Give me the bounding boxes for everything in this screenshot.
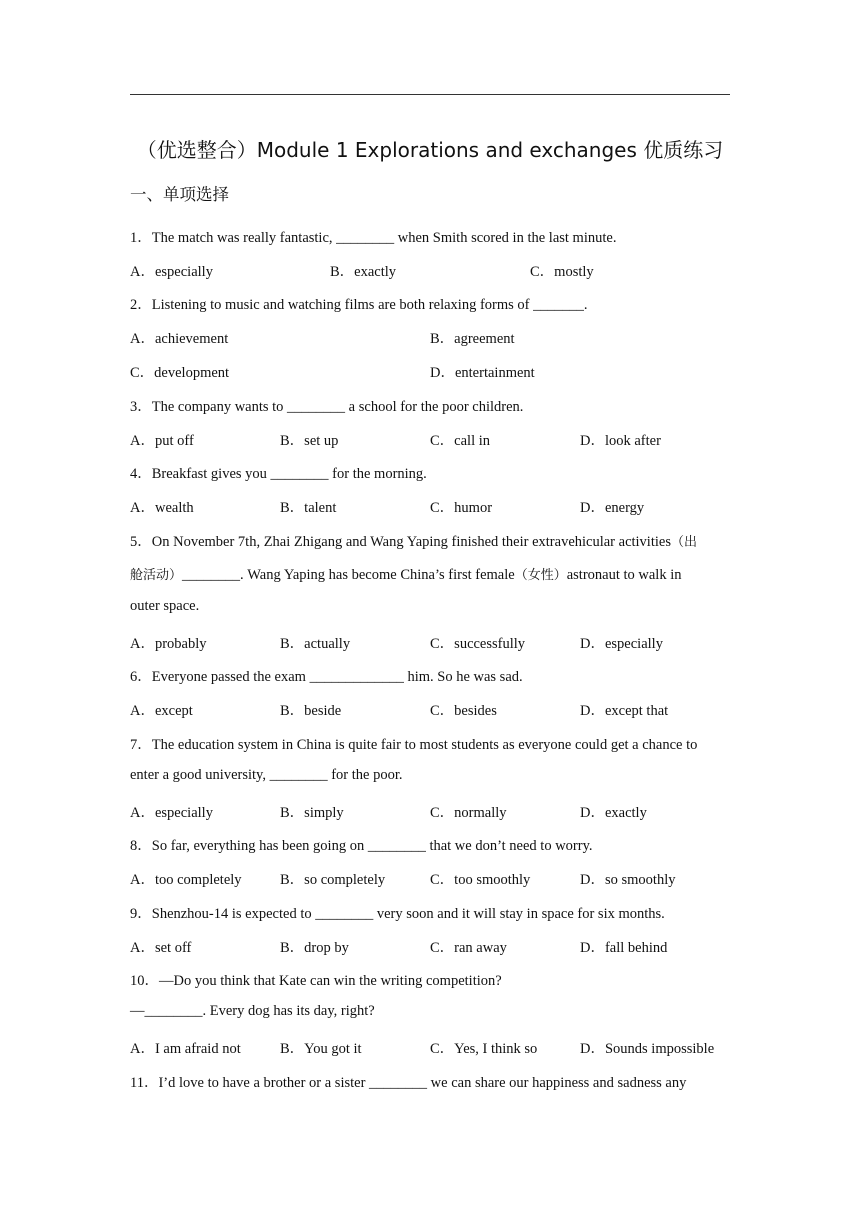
q9-option-b: B．drop by xyxy=(280,940,349,956)
question-5-line-2: 舱活动）________. Wang Yaping has become China’s first female（女性）astronaut to walk in xyxy=(130,567,682,583)
q7-option-c: C．normally xyxy=(430,805,507,821)
q4-option-a: A．wealth xyxy=(130,500,194,516)
q8-option-b: B．so completely xyxy=(280,872,386,888)
q5-option-b: B．actually xyxy=(280,636,351,652)
q7-option-b: B．simply xyxy=(280,805,344,821)
page-title: （优选整合）Module 1 Explorations and exchanges 优质练习 xyxy=(136,138,724,162)
q6-option-c: C．besides xyxy=(430,703,497,719)
q4-option-c: C．humor xyxy=(430,500,493,516)
question-7-line-2: enter a good university, ________ for the poor. xyxy=(130,767,403,783)
q8-option-c: C．too smoothly xyxy=(430,872,531,888)
q4-option-d: D．energy xyxy=(580,500,645,516)
question-1: 1．The match was really fantastic, ________ when Smith scored in the last minute. xyxy=(130,230,617,246)
q9-option-d: D．fall behind xyxy=(580,940,668,956)
q8-option-d: D．so smoothly xyxy=(580,872,676,888)
question-2: 2．Listening to music and watching films are both relaxing forms of _______. xyxy=(130,297,588,313)
q10-option-c: C．Yes, I think so xyxy=(430,1041,538,1057)
q2-option-d: D．entertainment xyxy=(430,365,535,381)
header-rule xyxy=(130,94,730,95)
question-4: 4．Breakfast gives you ________ for the morning. xyxy=(130,466,427,482)
q2-option-b: B．agreement xyxy=(430,331,515,347)
q9-option-c: C．ran away xyxy=(430,940,507,956)
q4-option-b: B．talent xyxy=(280,500,337,516)
question-10-line-1: 10．—Do you think that Kate can win the writing competition? xyxy=(130,973,502,989)
question-5-line-1: 5．On November 7th, Zhai Zhigang and Wang Yaping finished their extravehicular activities（出 xyxy=(130,534,697,550)
question-7-line-1: 7．The education system in China is quite fair to most students as everyone could get a chance to xyxy=(130,737,698,753)
question-10-line-2: —________. Every dog has its day, right? xyxy=(130,1003,375,1019)
q8-option-a: A．too completely xyxy=(130,872,242,888)
q6-option-b: B．beside xyxy=(280,703,342,719)
question-8: 8．So far, everything has been going on ________ that we don’t need to worry. xyxy=(130,838,593,854)
q2-option-c: C．development xyxy=(130,365,230,381)
question-6: 6．Everyone passed the exam _____________ him. So he was sad. xyxy=(130,669,523,685)
section-heading: 一、单项选择 xyxy=(130,185,229,204)
q3-option-b: B．set up xyxy=(280,433,339,449)
question-9: 9．Shenzhou-14 is expected to ________ very soon and it will stay in space for six months. xyxy=(130,906,665,922)
question-11: 11．I’d love to have a brother or a sister ________ we can share our happiness and sadness any xyxy=(130,1075,687,1091)
q9-option-a: A．set off xyxy=(130,940,192,956)
q1-option-c: C．mostly xyxy=(530,264,594,280)
q2-option-a: A．achievement xyxy=(130,331,229,347)
q10-option-a: A．I am afraid not xyxy=(130,1041,241,1057)
q6-option-d: D．except that xyxy=(580,703,669,719)
q7-option-a: A．especially xyxy=(130,805,213,821)
q5-option-a: A．probably xyxy=(130,636,207,652)
q6-option-a: A．except xyxy=(130,703,193,719)
question-5-line-3: outer space. xyxy=(130,598,200,614)
q1-option-b: B．exactly xyxy=(330,264,397,280)
q7-option-d: D．exactly xyxy=(580,805,647,821)
q3-option-a: A．put off xyxy=(130,433,194,449)
question-3: 3．The company wants to ________ a school for the poor children. xyxy=(130,399,524,415)
q5-option-c: C．successfully xyxy=(430,636,526,652)
q10-option-d: D．Sounds impossible xyxy=(580,1041,715,1057)
q1-option-a: A．especially xyxy=(130,264,213,280)
q10-option-b: B．You got it xyxy=(280,1041,362,1057)
q3-option-c: C．call in xyxy=(430,433,491,449)
q3-option-d: D．look after xyxy=(580,433,661,449)
q5-option-d: D．especially xyxy=(580,636,663,652)
